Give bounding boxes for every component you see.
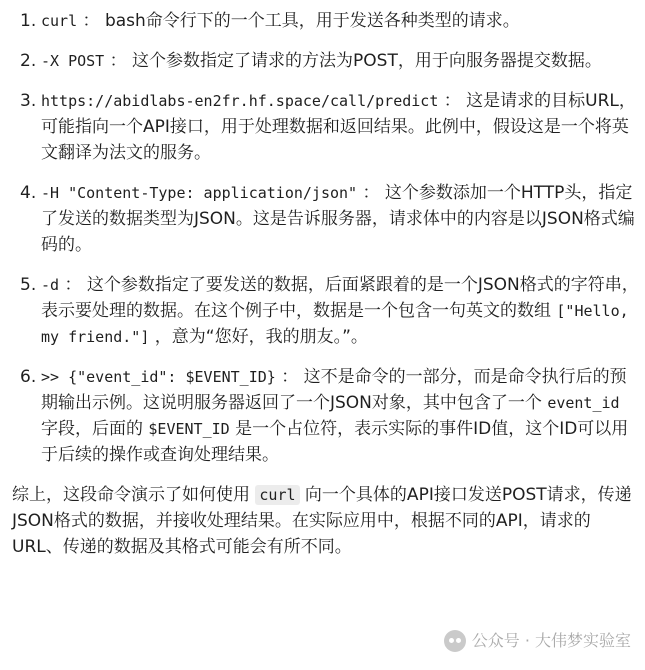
separator: ： [357, 183, 385, 203]
list-item-text: 字段，后面的 [41, 419, 149, 439]
separator: ： [77, 11, 105, 31]
inline-code: curl [41, 12, 78, 30]
inline-code: ["Hello, my friend."] [41, 302, 629, 346]
list-item-number: 6. [20, 367, 37, 387]
list-item [12, 48, 640, 74]
list-item [12, 180, 640, 258]
separator: ： [275, 367, 304, 387]
list-item-text: bash命令行下的一个工具，用于发送各种类型的请求。 [104, 11, 520, 31]
inline-code: >> {"event_id": $EVENT_ID} [41, 368, 276, 386]
summary-text: 向一个具体的API接口发送POST请求，传递JSON格式的数据，并接收处理结果。在实际应用中，根据不同的API，请求的URL、传递的数据及其格式可能会有所不同。 [12, 485, 632, 557]
summary-paragraph [12, 482, 640, 560]
list-item-number: 5. [20, 275, 37, 295]
article-content [12, 8, 640, 560]
separator: ： [59, 275, 87, 295]
watermark-text: 公众号 · 大伟梦实验室 [471, 631, 631, 650]
list-item-text: 这个参数指定了要发送的数据，后面紧跟着的是一个JSON格式的字符串，表示要处理的数据。在这个例子中，数据是一个包含一句英文的数组 [41, 275, 639, 321]
inline-code: -X POST [41, 52, 105, 70]
list-item-number: 1. [20, 11, 37, 31]
list-item-text: 这不是命令的一部分，而是命令执行后的预期输出示例。这说明服务器返回了一个JSON对象，其中包含了一个 [41, 367, 627, 413]
list-item [12, 364, 640, 468]
list-item-text: 是一个占位符，表示实际的事件ID值，这个ID可以用于后续的操作或查询处理结果。 [41, 419, 629, 465]
separator: ： [438, 91, 467, 111]
wechat-icon [444, 630, 466, 652]
list-item [12, 272, 640, 350]
list-item-text: 这个参数指定了请求的方法为POST，用于向服务器提交数据。 [132, 51, 602, 71]
inline-code: event_id [547, 394, 620, 412]
inline-code: -H "Content-Type: application/json" [41, 184, 358, 202]
explanation-list [12, 8, 640, 468]
inline-code: curl [255, 485, 299, 505]
inline-code: -d [41, 276, 60, 294]
list-item [12, 8, 640, 34]
summary-text: 综上，这段命令演示了如何使用 [12, 485, 256, 505]
list-item-text: ，意为“您好，我的朋友。”。 [149, 327, 368, 347]
inline-code: $EVENT_ID [148, 420, 230, 438]
list-item-text: 这个参数添加一个HTTP头，指定了发送的数据类型为JSON。这是告诉服务器，请求体中的内容是以JSON格式编码的。 [41, 183, 635, 255]
inline-code: https://abidlabs-en2fr.hf.space/call/predict [41, 92, 439, 110]
list-item-number: 2. [20, 51, 37, 71]
watermark [444, 628, 631, 654]
list-item-number: 3. [20, 91, 37, 111]
list-item [12, 88, 640, 166]
list-item-text: 这是请求的目标URL，可能指向一个API接口，用于处理数据和返回结果。此例中，假设这是一个将英文翻译为法文的服务。 [41, 91, 636, 163]
list-item-number: 4. [20, 183, 37, 203]
separator: ： [104, 51, 133, 71]
